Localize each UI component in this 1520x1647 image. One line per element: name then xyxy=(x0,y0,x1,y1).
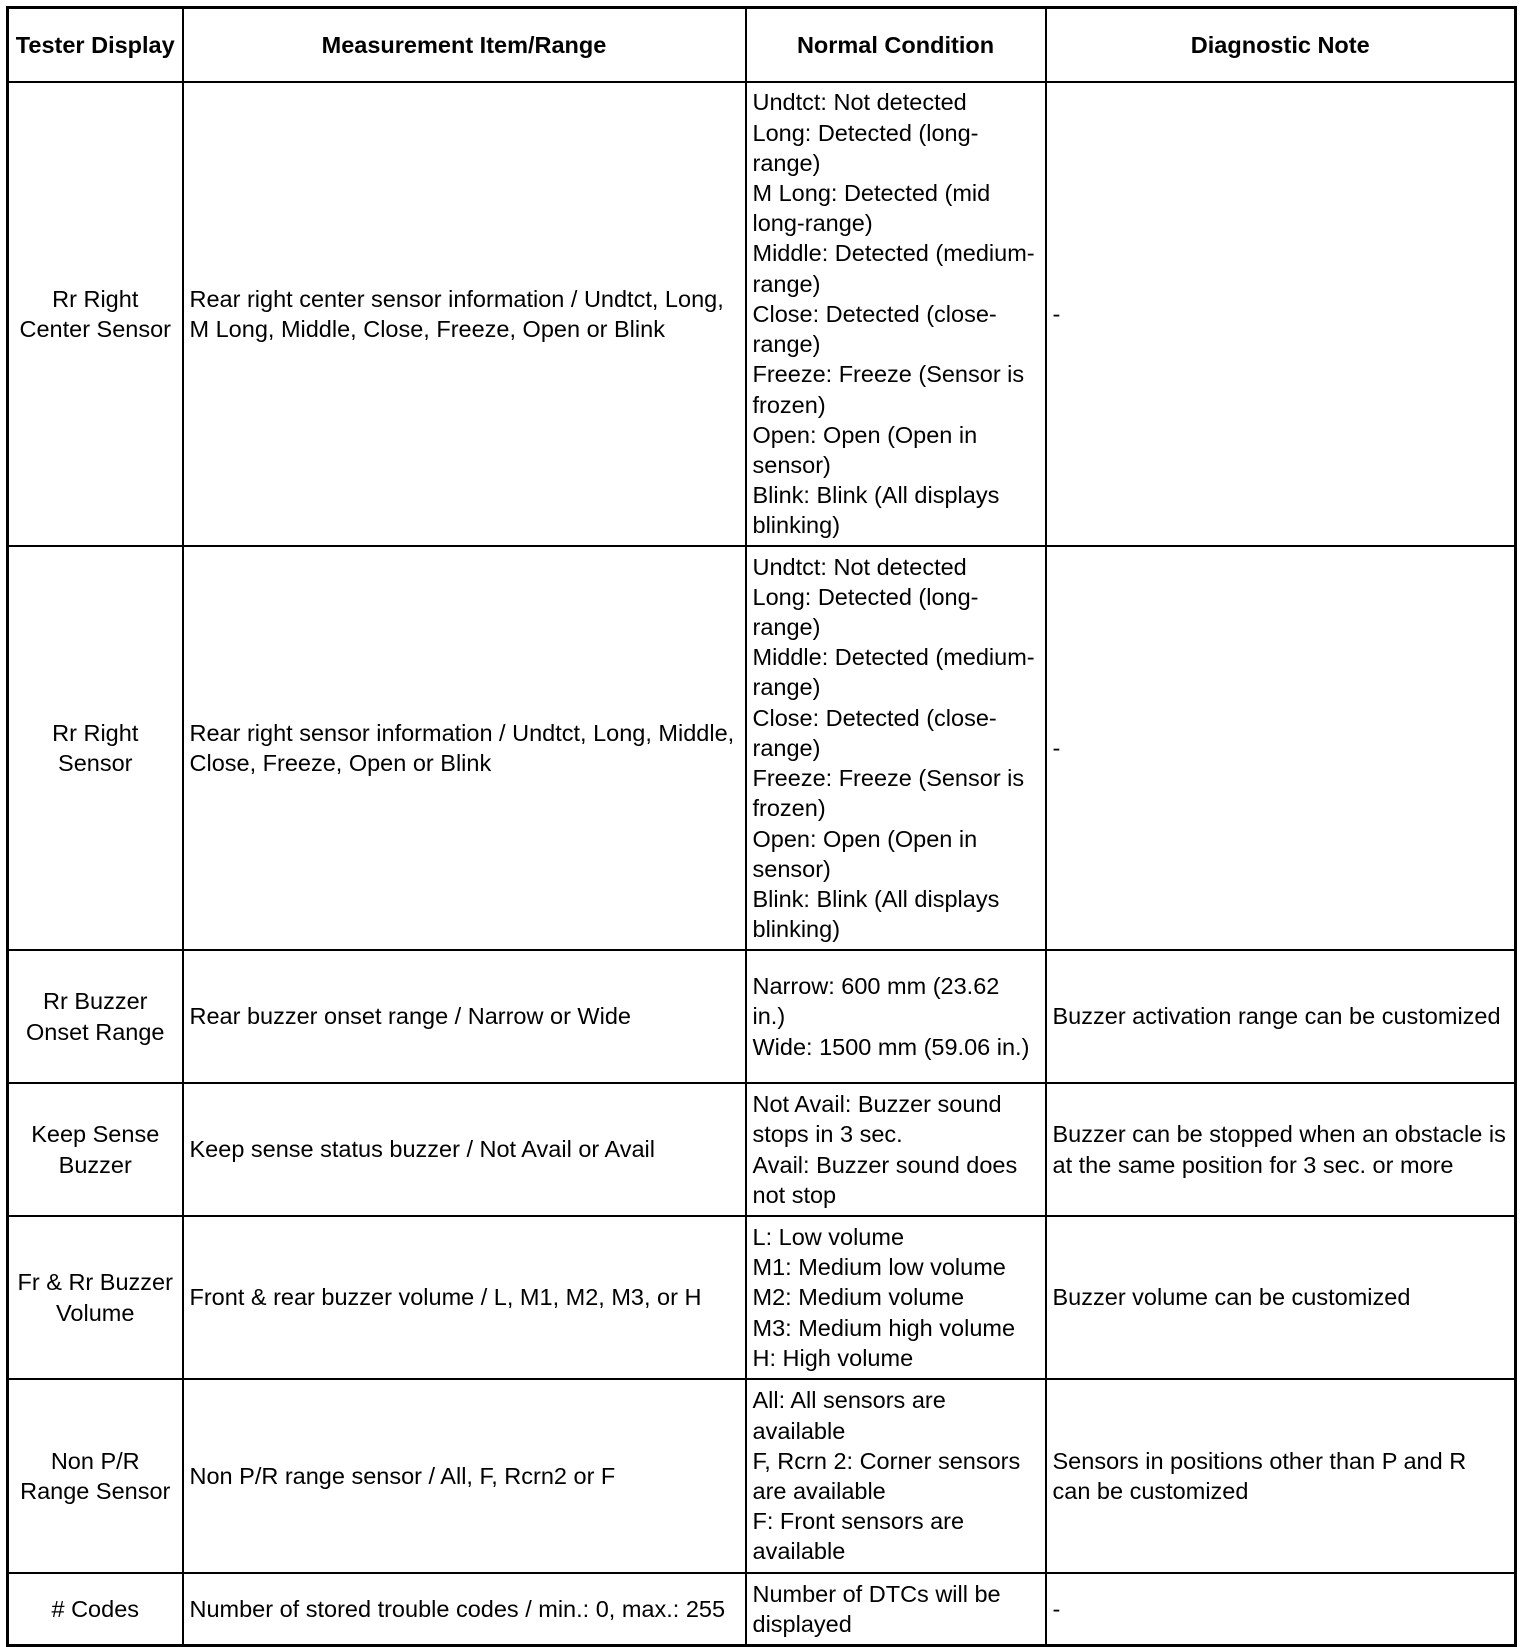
table-row xyxy=(8,82,1516,546)
header-normal-condition: Normal Condition xyxy=(746,8,1046,83)
table-row xyxy=(8,950,1516,1083)
diagnostic-note-cell: - xyxy=(1046,546,1516,950)
normal-condition-line: M3: Medium high volume xyxy=(752,1314,1016,1341)
normal-condition-line: Open: Open (Open in sensor) xyxy=(752,825,978,882)
normal-condition-cell xyxy=(746,950,1046,1083)
measurement-item-cell: Rear right sensor information / Undtct, Long, Middle, Close, Freeze, Open or Blink xyxy=(183,546,746,950)
tester-display-cell: # Codes xyxy=(8,1573,183,1645)
normal-condition-line: Undtct: Not detected xyxy=(752,553,967,580)
tester-display-cell: Keep Sense Buzzer xyxy=(8,1083,183,1216)
normal-condition-line: Blink: Blink (All displays blinking) xyxy=(752,885,1000,943)
header-diagnostic-note: Diagnostic Note xyxy=(1046,8,1516,83)
normal-condition-line: Narrow: 600 mm (23.62 in.) xyxy=(752,973,1000,1030)
table-row xyxy=(8,1379,1516,1573)
diagnostic-note-cell: - xyxy=(1046,82,1516,546)
measurement-item-cell: Rear right center sensor information / Undtct, Long, M Long, Middle, Close, Freeze, Open or Blink xyxy=(183,82,746,546)
tester-display-cell: Non P/R Range Sensor xyxy=(8,1379,183,1573)
normal-condition-cell xyxy=(746,1573,1046,1645)
normal-condition-line: Long: Detected (long-range) xyxy=(752,119,979,176)
table-row xyxy=(8,546,1516,950)
normal-condition-line: Not Avail: Buzzer sound stops in 3 sec. xyxy=(752,1091,1002,1148)
diagnostic-note-cell: Buzzer volume can be customized xyxy=(1046,1216,1516,1379)
normal-condition-line: Middle: Detected (medium-range) xyxy=(752,644,1035,701)
normal-condition-line: Close: Detected (close-range) xyxy=(752,704,997,761)
normal-condition-line: Blink: Blink (All displays blinking) xyxy=(752,482,1000,539)
table-row xyxy=(8,1573,1516,1645)
normal-condition-cell xyxy=(746,1083,1046,1216)
normal-condition-line: H: High volume xyxy=(752,1344,914,1371)
normal-condition-line: Avail: Buzzer sound does not stop xyxy=(752,1151,1018,1208)
normal-condition-line: Freeze: Freeze (Sensor is frozen) xyxy=(752,765,1025,822)
tester-display-cell: Rr Buzzer Onset Range xyxy=(8,950,183,1083)
normal-condition-line: Wide: 1500 mm (59.06 in.) xyxy=(752,1033,1030,1060)
normal-condition-line: Undtct: Not detected xyxy=(752,89,967,116)
normal-condition-cell xyxy=(746,1216,1046,1379)
diagnostic-note-cell: Sensors in positions other than P and R can be customized xyxy=(1046,1379,1516,1573)
normal-condition-line: Long: Detected (long-range) xyxy=(752,583,979,641)
measurement-item-cell: Number of stored trouble codes / min.: 0, max.: 255 xyxy=(183,1573,746,1645)
measurement-item-cell: Non P/R range sensor / All, F, Rcrn2 or F xyxy=(183,1379,746,1573)
normal-condition-line: Middle: Detected (medium-range) xyxy=(752,240,1035,297)
normal-condition-line: M Long: Detected (mid long-range) xyxy=(752,180,991,237)
normal-condition-line: F: Front sensors are available xyxy=(752,1508,965,1565)
measurement-item-cell: Front & rear buzzer volume / L, M1, M2, M3, or H xyxy=(183,1216,746,1379)
diagnostic-note-cell: Buzzer activation range can be customized xyxy=(1046,950,1516,1083)
table-body xyxy=(8,82,1516,1645)
normal-condition-line: Number of DTCs will be displayed xyxy=(752,1580,1001,1637)
table-row xyxy=(8,1083,1516,1216)
header-measurement-item-range: Measurement Item/Range xyxy=(183,8,746,83)
normal-condition-cell xyxy=(746,82,1046,546)
normal-condition-line: Open: Open (Open in sensor) xyxy=(752,421,978,478)
normal-condition-cell xyxy=(746,546,1046,950)
measurement-item-cell: Rear buzzer onset range / Narrow or Wide xyxy=(183,950,746,1083)
normal-condition-line: All: All sensors are available xyxy=(752,1387,946,1444)
normal-condition-line: M2: Medium volume xyxy=(752,1284,965,1311)
normal-condition-line: F, Rcrn 2: Corner sensors are available xyxy=(752,1447,1021,1504)
normal-condition-cell xyxy=(746,1379,1046,1573)
normal-condition-line: L: Low volume xyxy=(752,1223,905,1250)
normal-condition-line: Freeze: Freeze (Sensor is frozen) xyxy=(752,361,1025,418)
header-tester-display: Tester Display xyxy=(8,8,183,83)
data-list-table xyxy=(6,6,1517,1647)
normal-condition-line: Close: Detected (close-range) xyxy=(752,300,997,358)
table-row xyxy=(8,1216,1516,1379)
diagnostic-note-cell: Buzzer can be stopped when an obstacle is at the same position for 3 sec. or more xyxy=(1046,1083,1516,1216)
measurement-item-cell: Keep sense status buzzer / Not Avail or Avail xyxy=(183,1083,746,1216)
header-row xyxy=(8,8,1516,83)
tester-display-cell: Rr Right Center Sensor xyxy=(8,82,183,546)
diagnostic-note-cell: - xyxy=(1046,1573,1516,1645)
tester-display-cell: Fr & Rr Buzzer Volume xyxy=(8,1216,183,1379)
normal-condition-line: M1: Medium low volume xyxy=(752,1254,1006,1281)
table-header xyxy=(8,8,1516,83)
tester-display-cell: Rr Right Sensor xyxy=(8,546,183,950)
